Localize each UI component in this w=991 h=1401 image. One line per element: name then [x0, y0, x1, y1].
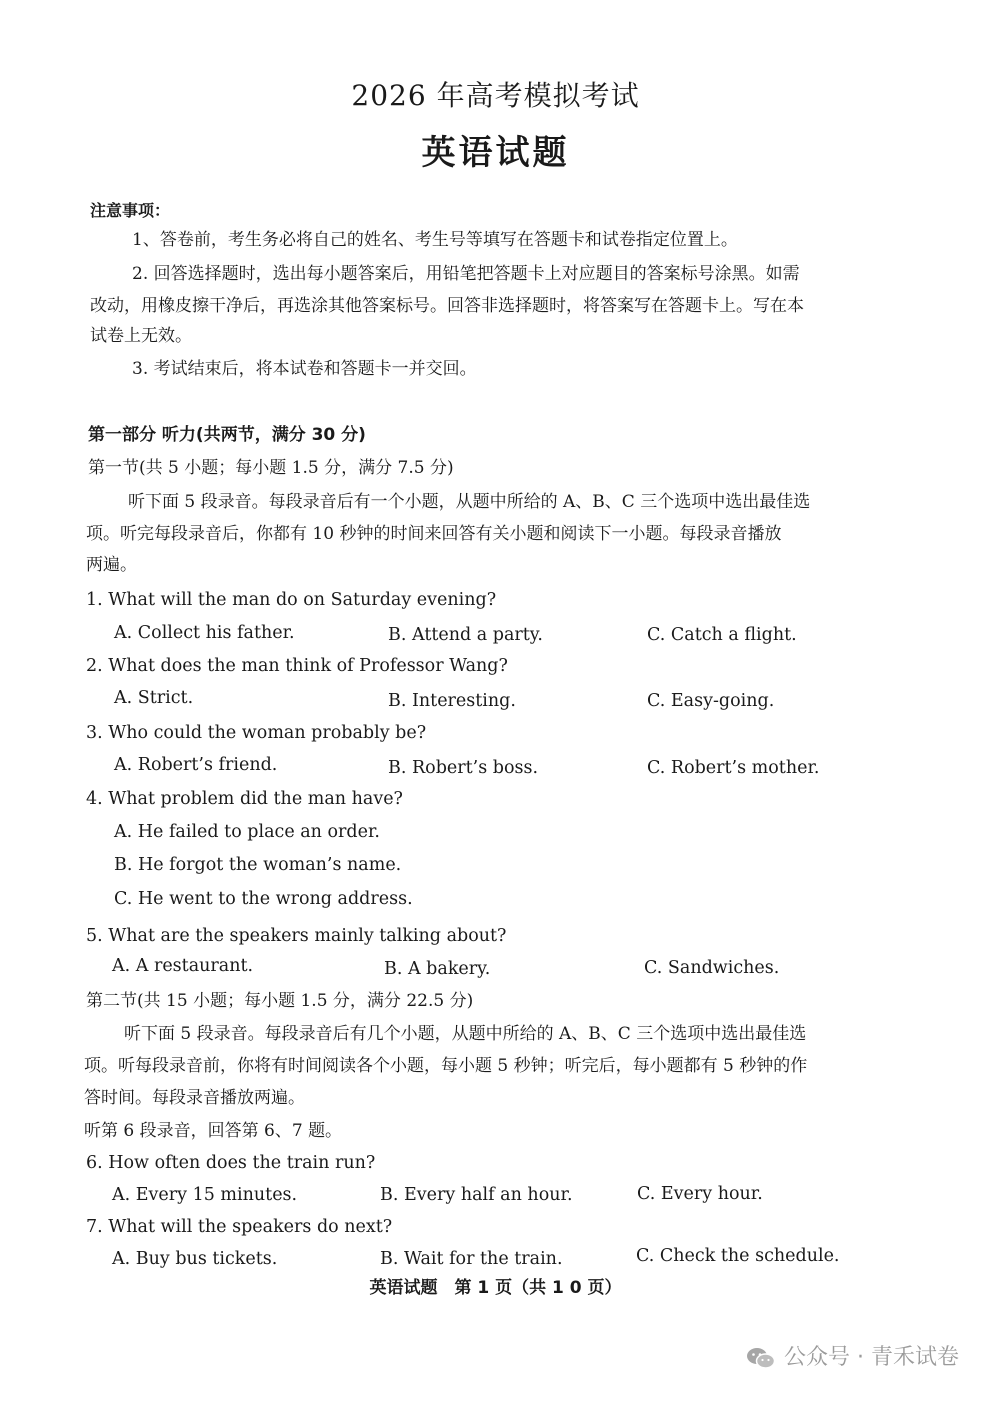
question-1-option-a: A. Collect his father. — [114, 623, 295, 643]
section-1-heading: 第一节(共 5 小题；每小题 1.5 分，满分 7.5 分) — [88, 458, 454, 478]
question-4-option-b: B. He forgot the woman’s name. — [114, 855, 402, 875]
question-6-option-a: A. Every 15 minutes. — [112, 1185, 298, 1205]
section-1-instruction-line-3: 两遍。 — [86, 555, 137, 575]
question-2-option-c: C. Easy-going. — [647, 691, 775, 711]
question-5-option-a: A. A restaurant. — [112, 956, 254, 976]
question-6-option-c: C. Every hour. — [637, 1184, 763, 1204]
question-4-option-a: A. He failed to place an order. — [114, 822, 380, 842]
section-2-instruction-line-1: 听下面 5 段录音。每段录音后有几个小题，从题中所给的 A、B、C 三个选项中选出最佳选 — [124, 1024, 807, 1044]
note-item-2-line-1: 2. 回答选择题时，选出每小题答案后，用铅笔把答题卡上对应题目的答案标号涂黑。如需 — [132, 264, 800, 284]
question-2-option-a: A. Strict. — [114, 688, 194, 708]
section-2-instruction-line-3: 答时间。每段录音播放两遍。 — [84, 1088, 305, 1108]
question-1-option-c: C. Catch a flight. — [647, 625, 797, 645]
subject-title: 英语试题 — [421, 133, 570, 173]
section-2-heading: 第二节(共 15 小题；每小题 1.5 分，满分 22.5 分) — [86, 991, 474, 1011]
section-1-instruction-line-2: 项。听完每段录音后，你都有 10 秒钟的时间来回答有关小题和阅读下一小题。每段录音播放 — [86, 524, 782, 544]
question-7-stem: 7. What will the speakers do next? — [86, 1217, 393, 1237]
question-5-option-b: B. A bakery. — [384, 959, 491, 979]
question-3-option-a: A. Robert’s friend. — [114, 755, 278, 775]
section-1-instruction-line-1: 听下面 5 段录音。每段录音后有一个小题，从题中所给的 A、B、C 三个选项中选出最佳选 — [128, 492, 811, 512]
question-5-stem: 5. What are the speakers mainly talking about? — [86, 926, 507, 946]
question-3-option-c: C. Robert’s mother. — [647, 758, 820, 778]
question-7-option-b: B. Wait for the train. — [380, 1249, 563, 1269]
note-item-2-line-3: 试卷上无效。 — [90, 326, 192, 346]
question-3-option-b: B. Robert’s boss. — [388, 758, 539, 778]
watermark — [746, 1346, 959, 1370]
question-2-option-b: B. Interesting. — [388, 691, 516, 711]
question-4-option-c: C. He went to the wrong address. — [114, 889, 413, 909]
question-7-option-a: A. Buy bus tickets. — [112, 1249, 278, 1269]
question-1-option-b: B. Attend a party. — [388, 625, 543, 645]
note-item-1: 1、答卷前，考生务必将自己的姓名、考生号等填写在答题卡和试卷指定位置上。 — [132, 230, 738, 250]
question-6-stem: 6. How often does the train run? — [86, 1153, 376, 1173]
question-1-stem: 1. What will the man do on Saturday evening? — [86, 590, 497, 610]
question-2-stem: 2. What does the man think of Professor Wang? — [86, 656, 508, 676]
section-2-instruction-line-2: 项。听每段录音前，你将有时间阅读各个小题，每小题 5 秒钟；听完后，每小题都有 5 秒钟的作 — [84, 1056, 808, 1076]
question-3-stem: 3. Who could the woman probably be? — [86, 723, 427, 743]
wechat-icon — [746, 1346, 776, 1370]
passage-6-instruction: 听第 6 段录音，回答第 6、7 题。 — [84, 1121, 343, 1141]
question-7-option-c: C. Check the schedule. — [636, 1246, 840, 1266]
page-footer: 英语试题 第 1 页（共 1 0 页） — [369, 1278, 622, 1298]
question-6-option-b: B. Every half an hour. — [380, 1185, 573, 1205]
notes-heading: 注意事项： — [90, 201, 171, 220]
note-item-2-line-2: 改动，用橡皮擦干净后，再选涂其他答案标号。回答非选择题时，将答案写在答题卡上。写在本 — [90, 296, 804, 316]
part-1-heading: 第一部分 听力(共两节，满分 30 分) — [88, 425, 366, 445]
question-4-stem: 4. What problem did the man have? — [86, 789, 403, 809]
question-5-option-c: C. Sandwiches. — [644, 958, 780, 978]
watermark-text: 公众号 · 青禾试卷 — [784, 1345, 959, 1370]
note-item-3: 3. 考试结束后，将本试卷和答题卡一并交回。 — [132, 359, 477, 379]
exam-title: 2026 年高考模拟考试 — [351, 79, 640, 112]
